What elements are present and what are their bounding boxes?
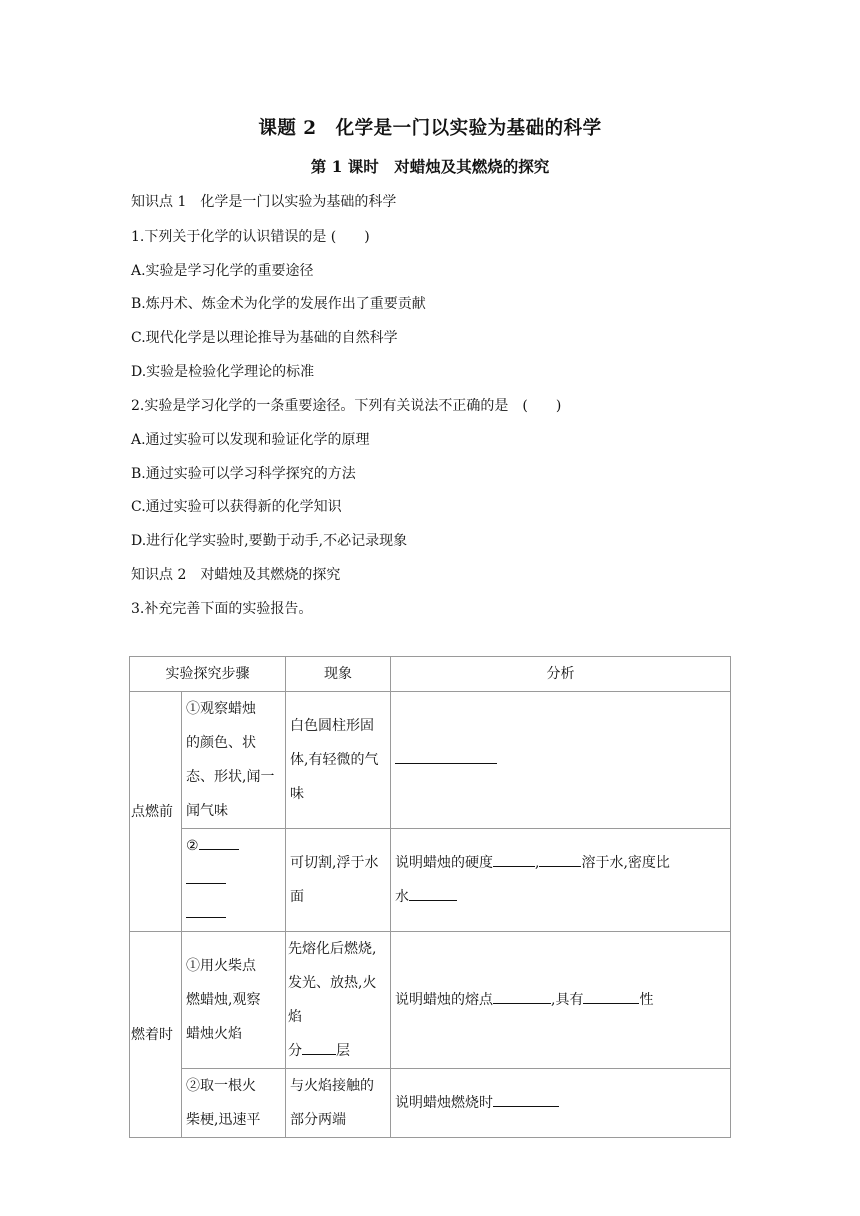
header-steps: 实验探究步骤 (130, 657, 286, 692)
table-row (130, 932, 731, 1069)
table-row (130, 692, 731, 829)
answer-blank[interactable] (493, 1086, 559, 1107)
phenomenon-text: 层 (336, 1043, 350, 1059)
analysis-text: 说明蜡烛的熔点 (395, 992, 493, 1008)
header-phenomenon: 现象 (286, 657, 391, 692)
step-cell: ①用火柴点 燃蜡烛,观察 蜡烛火焰 (182, 932, 286, 1069)
question-1-stem: 1.下列关于化学的认识错误的是 ( ) (131, 229, 370, 245)
step-cell: ②取一根火 柴梗,迅速平 (182, 1069, 286, 1138)
analysis-text: 性 (639, 992, 654, 1008)
group-label-while-burning: 燃着时 (130, 932, 182, 1138)
question-2-option-b: B.通过实验可以学习科学探究的方法 (131, 466, 356, 482)
analysis-text: , (535, 855, 540, 871)
answer-blank[interactable] (493, 846, 535, 867)
question-1-option-a: A.实验是学习化学的重要途径 (131, 263, 314, 279)
phenomenon-cell: 与火焰接触的 部分两端 (286, 1069, 391, 1138)
analysis-text: 说明蜡烛燃烧时 (395, 1095, 493, 1111)
answer-blank[interactable] (493, 983, 551, 1004)
analysis-text: 说明蜡烛的硬度 (395, 855, 493, 871)
phenomenon-text: 先熔化后燃烧, (288, 941, 377, 957)
knowledge-point-2: 知识点 2 对蜡烛及其燃烧的探究 (131, 567, 341, 583)
group-label-before-lighting: 点燃前 (130, 692, 182, 932)
answer-blank[interactable] (199, 829, 239, 850)
analysis-cell (391, 692, 731, 829)
answer-blank[interactable] (583, 983, 639, 1004)
phenomenon-cell: 白色圆柱形固 体,有轻微的气 味 (286, 692, 391, 829)
page-title: 课题 2 化学是一门以实验为基础的科学 (258, 118, 602, 139)
table-row (130, 1069, 731, 1138)
analysis-text: 水 (395, 889, 409, 905)
question-2-option-a: A.通过实验可以发现和验证化学的原理 (131, 432, 370, 448)
question-1-option-c: C.现代化学是以理论推导为基础的自然科学 (131, 330, 398, 346)
phenomenon-text: 发光、放热,火焰 (288, 975, 377, 1025)
table-header-row (130, 657, 731, 692)
question-2-stem: 2.实验是学习化学的一条重要途径。下列有关说法不正确的是 ( ) (131, 398, 562, 414)
phenomenon-text: 分 (288, 1043, 302, 1059)
answer-blank[interactable] (539, 846, 581, 867)
phenomenon-cell: 可切割,浮于水 面 (286, 829, 391, 932)
question-3-stem: 3.补充完善下面的实验报告。 (131, 601, 313, 617)
question-2-option-c: C.通过实验可以获得新的化学知识 (131, 499, 342, 515)
step-cell (182, 829, 286, 932)
question-1-option-b: B.炼丹术、炼金术为化学的发展作出了重要贡献 (131, 296, 426, 312)
question-2-option-d: D.进行化学实验时,要勤于动手,不必记录现象 (131, 533, 408, 549)
answer-blank[interactable] (395, 743, 497, 764)
step-cell: ①观察蜡烛 的颜色、状 态、形状,闻一 闻气味 (182, 692, 286, 829)
analysis-cell (391, 829, 731, 932)
lesson-subtitle: 第 1 课时 对蜡烛及其燃烧的探究 (310, 157, 550, 176)
analysis-cell (391, 932, 731, 1069)
analysis-text: ,具有 (551, 992, 584, 1008)
analysis-text: 溶于水,密度比 (581, 855, 670, 871)
phenomenon-cell (286, 932, 391, 1069)
table-row (130, 829, 731, 932)
answer-blank[interactable] (409, 880, 457, 901)
knowledge-point-1: 知识点 1 化学是一门以实验为基础的科学 (131, 194, 397, 210)
answer-blank[interactable] (186, 897, 226, 918)
header-analysis: 分析 (391, 657, 731, 692)
question-1-option-d: D.实验是检验化学理论的标准 (131, 364, 315, 380)
answer-blank[interactable] (186, 863, 226, 884)
analysis-cell (391, 1069, 731, 1138)
step-label: ② (186, 838, 199, 854)
answer-blank[interactable] (302, 1034, 336, 1055)
experiment-report-table (129, 656, 731, 1138)
